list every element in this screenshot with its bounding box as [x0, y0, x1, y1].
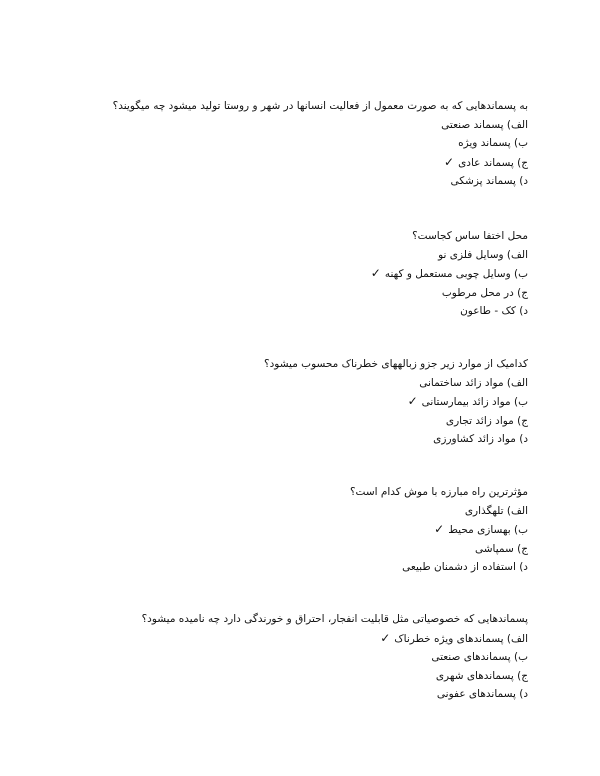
question-text: محل اختفا ساس کجاست؟ [412, 230, 528, 242]
question-text: مؤثرترین راه مبارزه با موش کدام است؟ [349, 486, 528, 498]
option-label: د) پسماندهای عفونی [436, 688, 528, 700]
question-text: پسماندهایی که خصوصیاتی مثل قابلیت انفجار، احتراق و خورندگی دارد چه نامیده میشود؟ [141, 613, 528, 625]
option-b [58, 134, 528, 153]
option-d [58, 302, 528, 321]
check-mark-icon: ✓ [407, 394, 418, 408]
option-label: د) مواد زائد کشاورزی [433, 433, 528, 445]
check-mark-icon: ✓ [370, 266, 381, 280]
option-label: الف) پسماندهای ویژه خطرناک [394, 632, 528, 645]
option-d [58, 172, 528, 191]
option-b [58, 264, 528, 284]
question-4 [58, 483, 528, 577]
option-label: د) استفاده از دشمنان طبیعی [402, 561, 528, 573]
option-label: ب) پسماندهای صنعتی [431, 651, 528, 663]
option-label: ب) وسایل چوبی مستعمل و کهنه [384, 268, 528, 280]
option-label: ب) مواد زائد بیمارستانی [421, 396, 528, 408]
option-c [58, 540, 528, 559]
option-b [58, 392, 528, 412]
option-label: د) پسماند پزشکی [450, 175, 528, 187]
option-b [58, 520, 528, 540]
option-d [58, 685, 528, 704]
option-label: ج) پسماند عادی [458, 156, 528, 169]
option-label: الف) پسماند صنعتی [441, 118, 528, 131]
question-5 [58, 610, 528, 704]
option-label: ج) مواد زائد تجاری [445, 414, 528, 427]
check-mark-icon: ✓ [380, 630, 391, 645]
option-c [58, 667, 528, 686]
option-label: الف) مواد زائد ساختمانی [419, 376, 528, 389]
option-label: ج) در محل مرطوب [441, 286, 528, 299]
option-label: الف) وسایل فلزی نو [438, 248, 528, 261]
option-c [58, 412, 528, 431]
option-label: ج) سمپاشی [475, 542, 528, 555]
option-label: ب) پسماند ویژه [458, 137, 528, 149]
option-label: د) کک - طاعون [460, 305, 528, 317]
question-1 [58, 97, 528, 191]
option-c [58, 284, 528, 303]
option-a [58, 629, 528, 649]
check-mark-icon: ✓ [434, 522, 445, 536]
question-3 [58, 355, 528, 449]
question-text: به پسماندهایی که به صورت معمول از فعالیت انسانها در شهر و روستا تولید میشود چه میگویند؟ [112, 100, 528, 112]
option-label: ج) پسماندهای شهری [435, 669, 528, 682]
option-c [58, 153, 528, 173]
option-label: الف) تلهگذاری [464, 504, 528, 517]
option-a [58, 246, 528, 265]
option-a [58, 116, 528, 135]
option-b [58, 648, 528, 667]
question-2 [58, 227, 528, 321]
option-d [58, 558, 528, 577]
question-text: کدامیک از موارد زیر جزو زبالههای خطرناک محسوب میشود؟ [264, 358, 528, 370]
option-d [58, 430, 528, 449]
check-mark-icon: ✓ [444, 154, 455, 169]
option-a [58, 374, 528, 393]
option-label: ب) بهسازی محیط [448, 524, 528, 536]
option-a [58, 502, 528, 521]
